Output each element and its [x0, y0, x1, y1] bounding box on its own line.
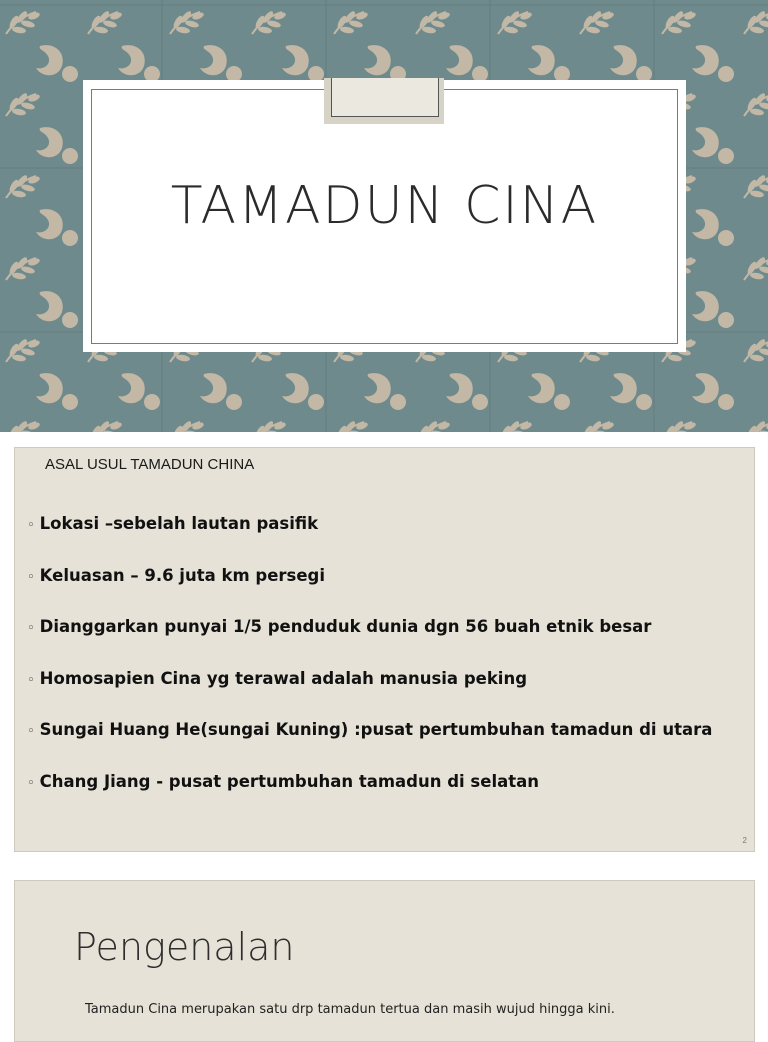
bullet-marker-icon: ◦ — [27, 518, 35, 533]
origin-slide — [14, 447, 755, 852]
page-number: 2 — [742, 836, 747, 845]
bullet-item — [27, 566, 744, 618]
introduction-slide — [14, 880, 755, 1042]
bullet-text: Chang Jiang - pusat pertumbuhan tamadun di selatan — [39, 771, 540, 791]
bullet-text: Lokasi –sebelah lautan pasifik — [39, 514, 319, 533]
bullet-item — [27, 772, 744, 824]
bullet-marker-icon: ◦ — [27, 775, 35, 791]
bullet-list — [27, 514, 744, 823]
bullet-text: Dianggarkan punyai 1/5 penduduk dunia dgn 56 buah etnik besar — [39, 617, 652, 636]
bullet-marker-icon: ◦ — [27, 569, 35, 585]
title-tab-inner — [331, 78, 439, 117]
slide-body-text — [85, 1001, 705, 1019]
body-line: Tamadun Cina merupakan satu drp tamadun tertua dan masih wujud hingga kini. — [85, 1002, 615, 1017]
title-tab-decoration — [324, 78, 444, 124]
bullet-text: Homosapien Cina yg terawal adalah manusia peking — [39, 668, 528, 688]
title-slide — [0, 0, 768, 432]
slide-heading: ASAL USUL TAMADUN CHINA — [45, 456, 255, 473]
bullet-item — [27, 669, 744, 721]
slide-title: TAMADUN CINA — [170, 176, 599, 236]
bullet-item — [27, 514, 744, 566]
bullet-marker-icon: ◦ — [27, 672, 35, 688]
bullet-marker-icon: ◦ — [27, 621, 35, 636]
bullet-text: Keluasan – 9.6 juta km persegi — [39, 565, 326, 585]
bullet-marker-icon: ◦ — [27, 724, 35, 739]
bullet-item — [27, 617, 744, 669]
slide-heading: Pengenalan — [74, 925, 295, 969]
bullet-text: Sungai Huang He(sungai Kuning) :pusat pertumbuhan tamadun di utara — [39, 720, 713, 739]
bullet-item — [27, 720, 744, 772]
title-card — [83, 80, 686, 352]
